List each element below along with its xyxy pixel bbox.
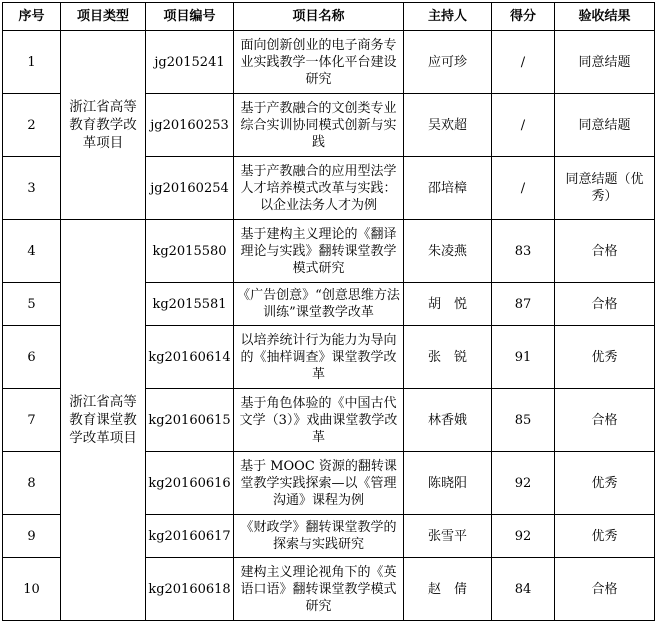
project-name: 以培养统计行为能力为导向的《抽样调查》课堂教学改革 [234,326,404,389]
header-score: 得分 [492,3,555,31]
project-host: 林香娥 [404,389,492,452]
row-no: 7 [3,389,61,452]
project-score: / [492,31,555,94]
project-result: 合格 [555,389,655,452]
project-acceptance-table [2,2,655,621]
header-name: 项目名称 [234,3,404,31]
project-result: 同意结题 [555,94,655,157]
project-host: 张 锐 [404,326,492,389]
project-score: 92 [492,452,555,515]
header-code: 项目编号 [146,3,234,31]
project-host: 陈晓阳 [404,452,492,515]
project-code: kg20160617 [146,515,234,558]
table-row [3,31,655,94]
project-name: 面向创新创业的电子商务专业实践教学一体化平台建设研究 [234,31,404,94]
project-score: 91 [492,326,555,389]
project-host: 应可珍 [404,31,492,94]
project-score: / [492,94,555,157]
project-host: 胡 悦 [404,283,492,326]
project-host: 赵 倩 [404,558,492,621]
row-no: 1 [3,31,61,94]
project-result: 合格 [555,558,655,621]
project-name: 基于 MOOC 资源的翻转课堂教学实践探索—以《管理沟通》课程为例 [234,452,404,515]
project-type-cell: 浙江省高等教育教学改革项目 [61,31,146,220]
header-row [3,3,655,31]
row-no: 6 [3,326,61,389]
row-no: 2 [3,94,61,157]
project-code: kg2015580 [146,220,234,283]
table-row [3,220,655,283]
project-result: 合格 [555,220,655,283]
project-code: kg20160615 [146,389,234,452]
row-no: 8 [3,452,61,515]
project-name: 建构主义理论视角下的《英语口语》翻转课堂教学模式研究 [234,558,404,621]
header-result: 验收结果 [555,3,655,31]
project-result: 同意结题（优秀） [555,157,655,220]
project-score: 84 [492,558,555,621]
project-score: 83 [492,220,555,283]
project-name: 基于建构主义理论的《翻译理论与实践》翻转课堂教学模式研究 [234,220,404,283]
project-result: 优秀 [555,326,655,389]
row-no: 3 [3,157,61,220]
project-code: kg20160618 [146,558,234,621]
project-result: 同意结题 [555,31,655,94]
project-code: jg2015241 [146,31,234,94]
project-result: 优秀 [555,515,655,558]
project-score: / [492,157,555,220]
project-code: jg20160254 [146,157,234,220]
project-host: 朱凌燕 [404,220,492,283]
row-no: 10 [3,558,61,621]
project-host: 邵培樟 [404,157,492,220]
project-name: 《广告创意》“创意思维方法训练”课堂教学改革 [234,283,404,326]
header-no: 序号 [3,3,61,31]
project-host: 张雪平 [404,515,492,558]
project-type-cell: 浙江省高等教育课堂教学改革项目 [61,220,146,621]
project-code: kg20160616 [146,452,234,515]
project-name: 基于产教融合的应用型法学人才培养模式改革与实践：以企业法务人才为例 [234,157,404,220]
project-code: jg20160253 [146,94,234,157]
project-name: 基于产教融合的文创类专业综合实训协同模式创新与实践 [234,94,404,157]
project-host: 吴欢超 [404,94,492,157]
project-result: 合格 [555,283,655,326]
project-score: 92 [492,515,555,558]
project-name: 基于角色体验的《中国古代文学（3）》戏曲课堂教学改革 [234,389,404,452]
project-name: 《财政学》翻转课堂教学的探索与实践研究 [234,515,404,558]
header-type: 项目类型 [61,3,146,31]
row-no: 9 [3,515,61,558]
header-host: 主持人 [404,3,492,31]
row-no: 5 [3,283,61,326]
project-result: 优秀 [555,452,655,515]
project-code: kg2015581 [146,283,234,326]
project-score: 85 [492,389,555,452]
row-no: 4 [3,220,61,283]
project-score: 87 [492,283,555,326]
project-code: kg20160614 [146,326,234,389]
